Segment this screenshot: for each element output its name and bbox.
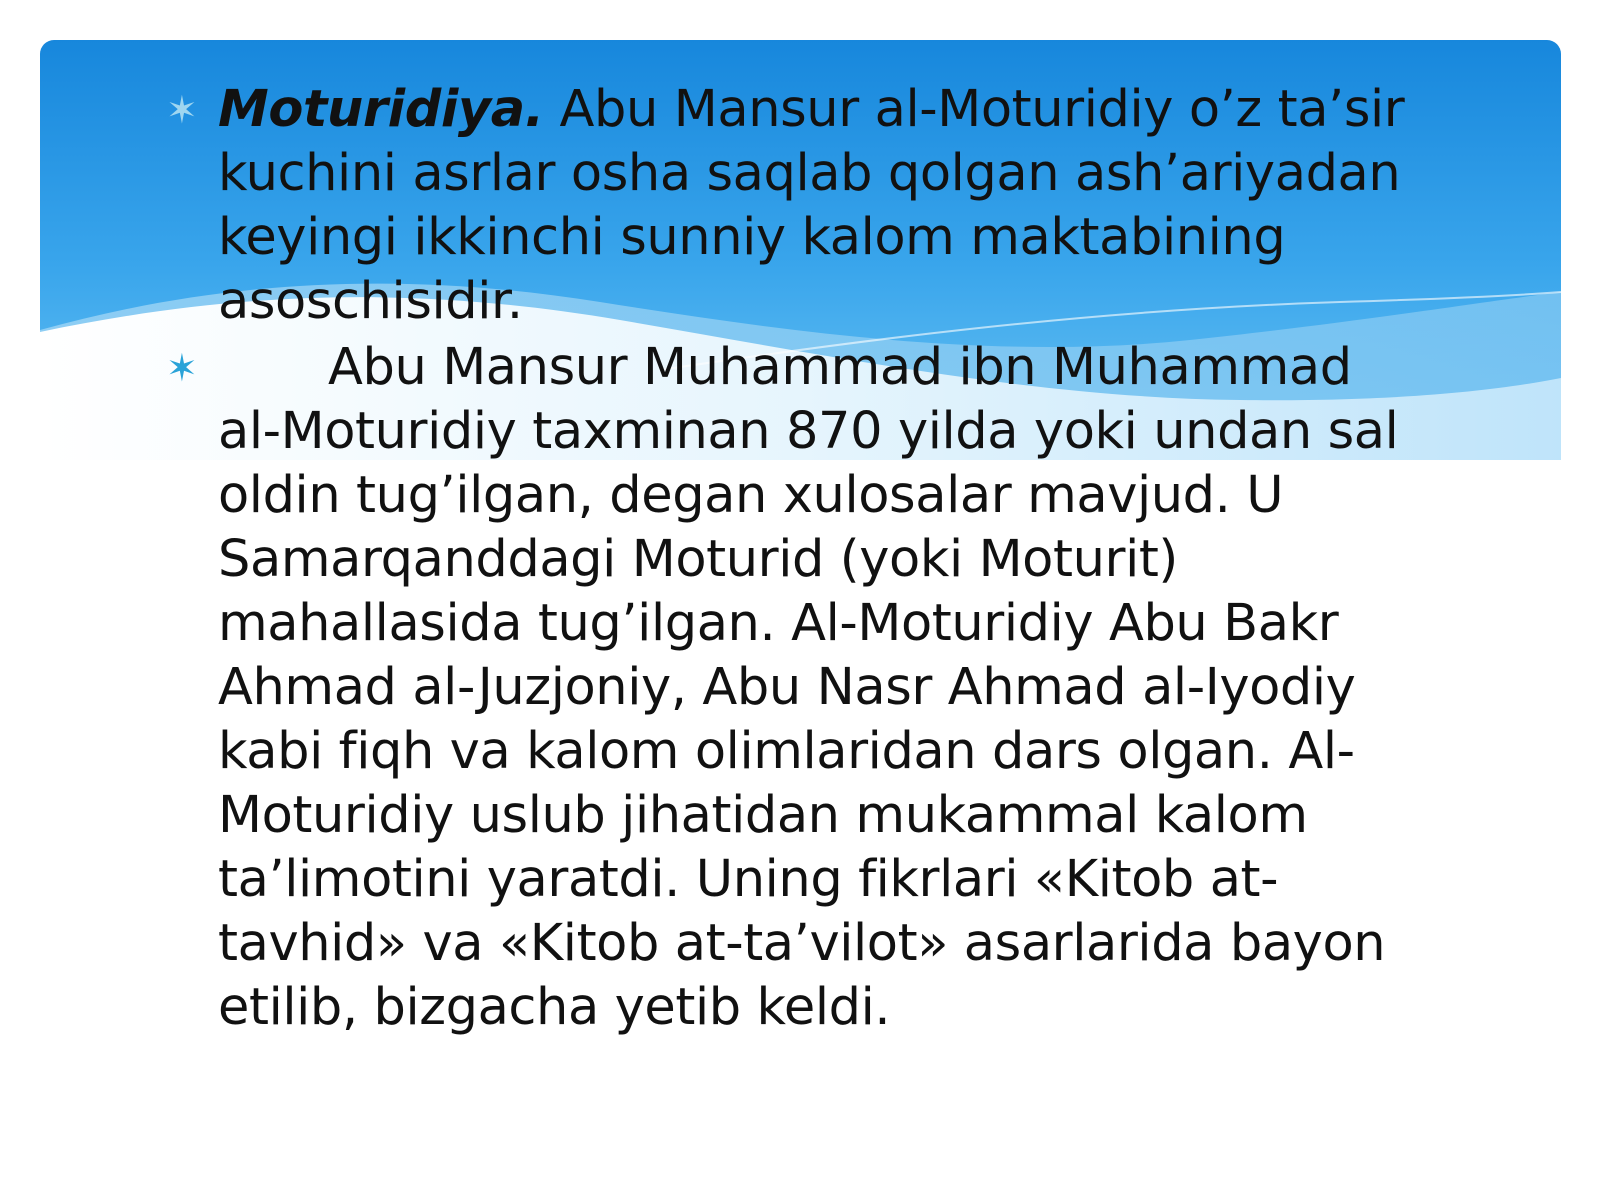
- slide-content: [160, 78, 1420, 1042]
- bullet-moturidiya: [160, 78, 1420, 334]
- bullet-biography: [160, 336, 1420, 1040]
- bullet-text: Abu Mansur al-Moturidiy o’z ta’sir kuchini asrlar osha saqlab qolgan ash’ariyadan keyingi ikkinchi sunniy kalom maktabining asoschisidir.: [218, 80, 1405, 331]
- star-bullet-icon: ✶: [166, 346, 198, 390]
- bullet-text: Abu Mansur Muhammad ibn Muhammad al-Moturidiy taxminan 870 yilda yoki undan sal oldin tug’ilgan, degan xulosalar mavjud. U Samarqanddagi Moturid (yoki Moturit) mahallasida tug’ilgan. Al-Moturidiy Abu Bakr Ahmad al-Juzjoniy, Abu Nasr Ahmad al-Iyodiy kabi fiqh va kalom olimlaridan dars olgan. Al-Moturidiy uslub jihatidan mukammal kalom ta’limotini yaratdi. Uning fikrlari «Kitob at-tavhid» va «Kitob at-ta’vilot» asarlarida bayon etilib, bizgacha yetib keldi.: [218, 338, 1399, 1037]
- bullet-term: Moturidiya.: [218, 80, 544, 139]
- star-bullet-icon: ✶: [166, 88, 198, 132]
